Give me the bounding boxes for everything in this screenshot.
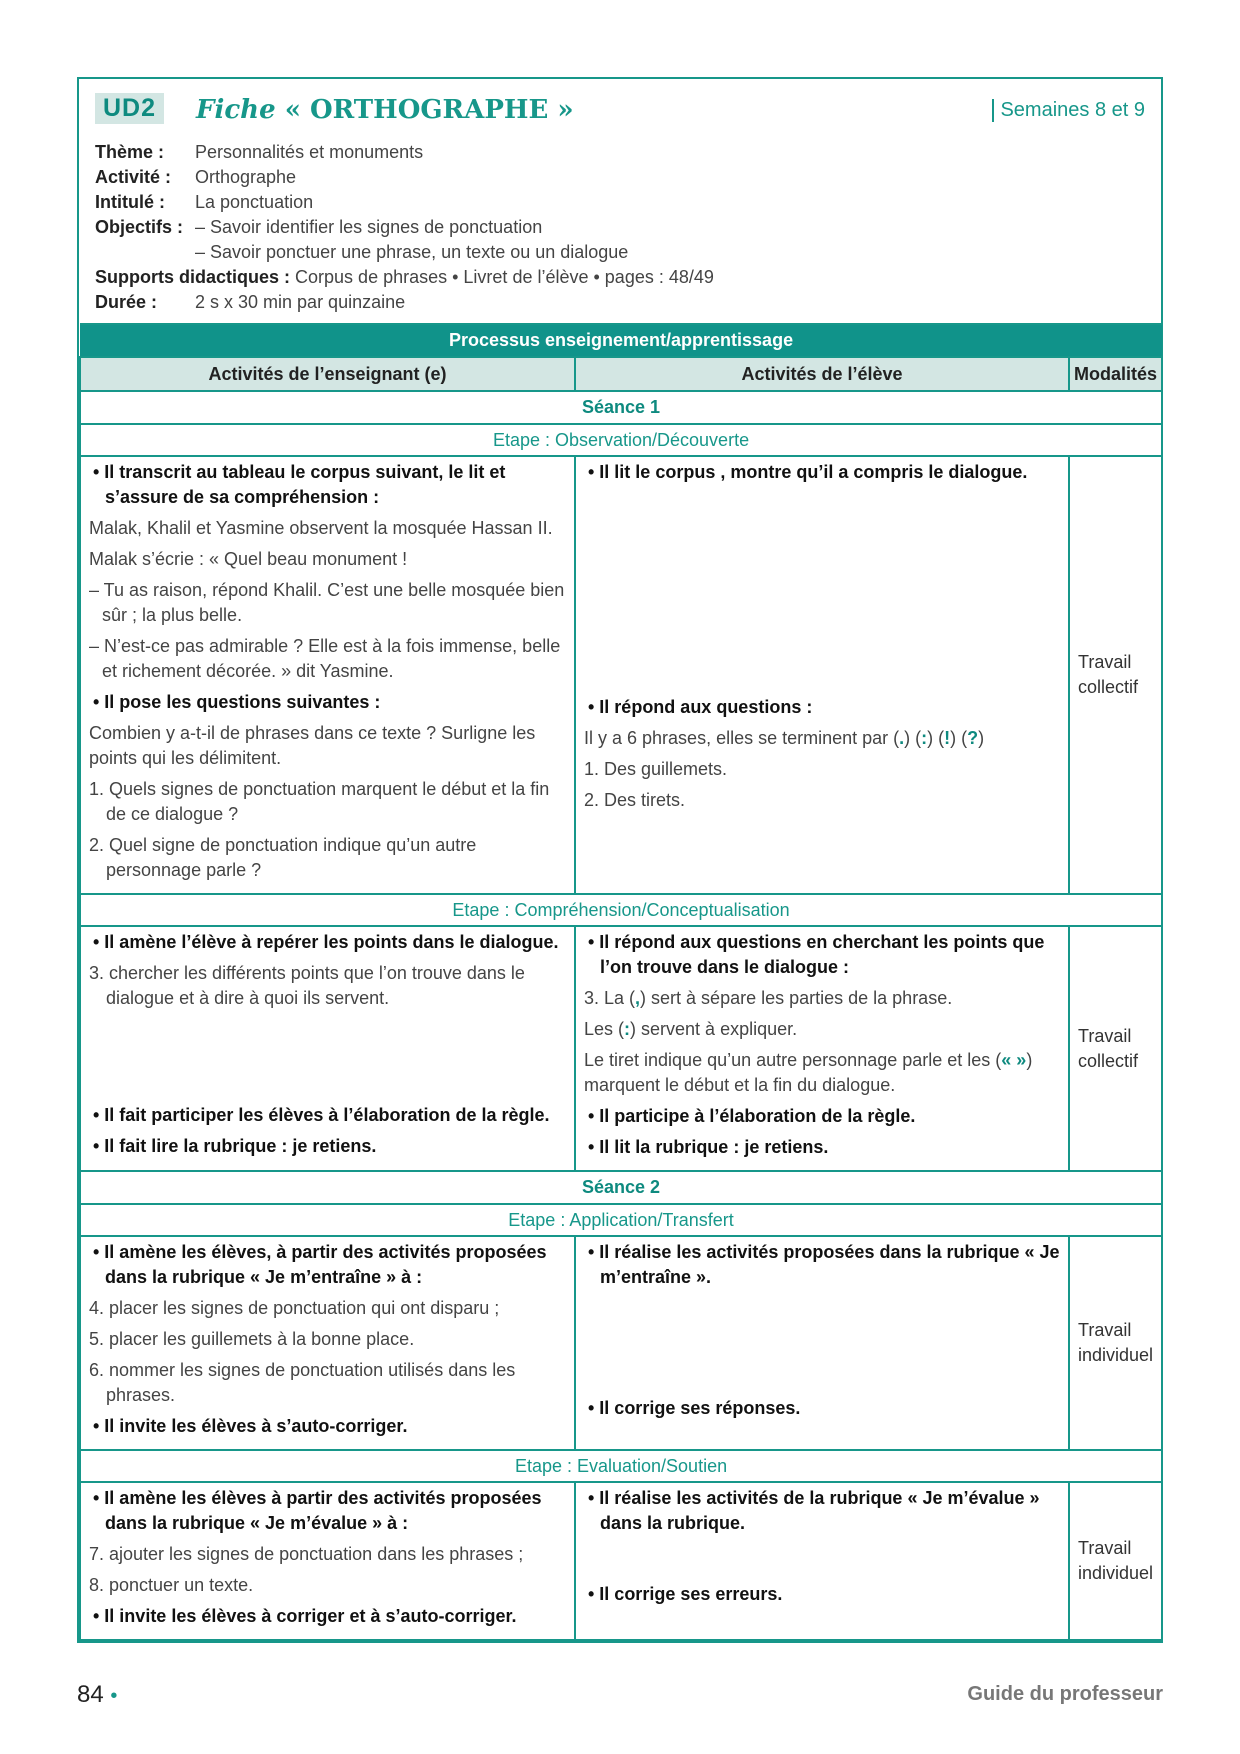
page-number: 84 • xyxy=(77,1681,118,1708)
page-bullet: • xyxy=(110,1685,118,1707)
step-comprehension: Etape : Compréhension/Conceptualisation xyxy=(80,894,1162,926)
duration-value: 2 s x 30 min par quinzaine xyxy=(195,292,406,312)
process-table xyxy=(79,323,1163,1641)
modality-1: Travail collectif xyxy=(1069,456,1162,894)
sheet-header xyxy=(79,79,1161,323)
footer-guide: Guide du professeur xyxy=(967,1683,1163,1705)
step-observation: Etape : Observation/Découverte xyxy=(80,424,1162,456)
theme-value: Personnalités et monuments xyxy=(195,142,424,162)
col-teacher: Activités de l’enseignant (e) xyxy=(80,357,575,391)
supports-value: Corpus de phrases • Livret de l’élève • pages : 48/49 xyxy=(295,267,714,287)
sheet-meta xyxy=(95,140,714,315)
teacher-cell-4: • Il amène les élèves à partir des activités proposées dans la rubrique « Je m’évalue » à : 7. ajouter les signes de ponctuation dans les phrases ; 8. ponctuer un texte. • Il invite les élèves à corriger et à s’auto-corriger. xyxy=(80,1482,575,1640)
teacher-cell-3: • Il amène les élèves, à partir des activités proposées dans la rubrique « Je m’entraîne » à : 4. placer les signes de ponctuation qui ont disparu ; 5. placer les guillemets à la bonne place. 6. nommer les signes de ponctuation utilisés dans les phrases. • Il invite les élèves à s’auto-corriger. xyxy=(80,1236,575,1450)
objectives-label: Objectifs : xyxy=(95,217,184,237)
step-evaluation: Etape : Evaluation/Soutien xyxy=(80,1450,1162,1482)
fiche-name: « ORTHOGRAPHE » xyxy=(284,95,574,125)
student-cell-1: • Il lit le corpus , montre qu’il a compris le dialogue. • Il répond aux questions : Il y a 6 phrases, elles se terminent par (.) (:) (!) (?) 1. Des guillemets. 2. Des tirets. xyxy=(575,456,1069,894)
activity-value: Orthographe xyxy=(195,167,297,187)
unit-badge: UD2 xyxy=(95,93,164,124)
fiche-word: Fiche xyxy=(196,95,276,125)
supports-label: Supports didactiques : xyxy=(95,267,291,287)
student-cell-3: • Il réalise les activités proposées dans la rubrique « Je m’entraîne ». • Il corrige ses réponses. xyxy=(575,1236,1069,1450)
theme-label: Thème : xyxy=(95,142,165,162)
process-title: Processus enseignement/apprentissage xyxy=(80,324,1162,357)
modality-3: Travail individuel xyxy=(1069,1236,1162,1450)
objective-2: – Savoir ponctuer une phrase, un texte ou un dialogue xyxy=(195,242,629,262)
col-modal: Modalités xyxy=(1069,357,1162,391)
teacher-cell-1: • Il transcrit au tableau le corpus suivant, le lit et s’assure de sa compréhension : Malak, Khalil et Yasmine observent la mosquée Hassan II. Malak s’écrie : « Quel beau monument ! – Tu as raison, répond Khalil. C’est une belle mosquée bien sûr ; la plus belle. – N’est-ce pas admirable ? Elle est à la fois immense, belle et richement décorée. » dit Yasmine. • Il pose les questions suivantes : Combien y a-t-il de phrases dans ce texte ? Surligne les points qui les délimitent. 1. Quels signes de ponctuation marquent le début et la fin de ce dialogue ? 2. Quel signe de ponctuation indique qu’un autre personnage parle ? xyxy=(80,456,575,894)
step-application: Etape : Application/Transfert xyxy=(80,1204,1162,1236)
session-1: Séance 1 xyxy=(80,391,1162,424)
title-value: La ponctuation xyxy=(195,192,314,212)
lesson-sheet xyxy=(77,77,1163,1643)
activity-label: Activité : xyxy=(95,167,172,187)
title-label: Intitulé : xyxy=(95,192,165,212)
teacher-cell-2: • Il amène l’élève à repérer les points dans le dialogue. 3. chercher les différents points que l’on trouve dans le dialogue et à dire à quoi ils servent. • Il fait participer les élèves à l’élaboration de la règle. • Il fait lire la rubrique : je retiens. xyxy=(80,926,575,1171)
duration-label: Durée : xyxy=(95,292,158,312)
student-cell-4: • Il réalise les activités de la rubrique « Je m’évalue » dans la rubrique. • Il corrige ses erreurs. xyxy=(575,1482,1069,1640)
col-student: Activités de l’élève xyxy=(575,357,1069,391)
modality-4: Travail individuel xyxy=(1069,1482,1162,1640)
modality-2: Travail collectif xyxy=(1069,926,1162,1171)
student-cell-2: • Il répond aux questions en cherchant les points que l’on trouve dans le dialogue : 3. La (,) sert à sépare les parties de la phrase. Les (:) servent à expliquer. Le tiret indique qu’un autre personnage parle et les (« ») marquent le début et la fin du dialogue. • Il participe à l’élaboration de la règle. • Il lit la rubrique : je retiens. xyxy=(575,926,1069,1171)
weeks-label: Semaines 8 et 9 xyxy=(992,99,1145,122)
objective-1: – Savoir identifier les signes de ponctuation xyxy=(195,217,543,237)
sheet-title xyxy=(196,95,574,125)
session-2: Séance 2 xyxy=(80,1171,1162,1204)
